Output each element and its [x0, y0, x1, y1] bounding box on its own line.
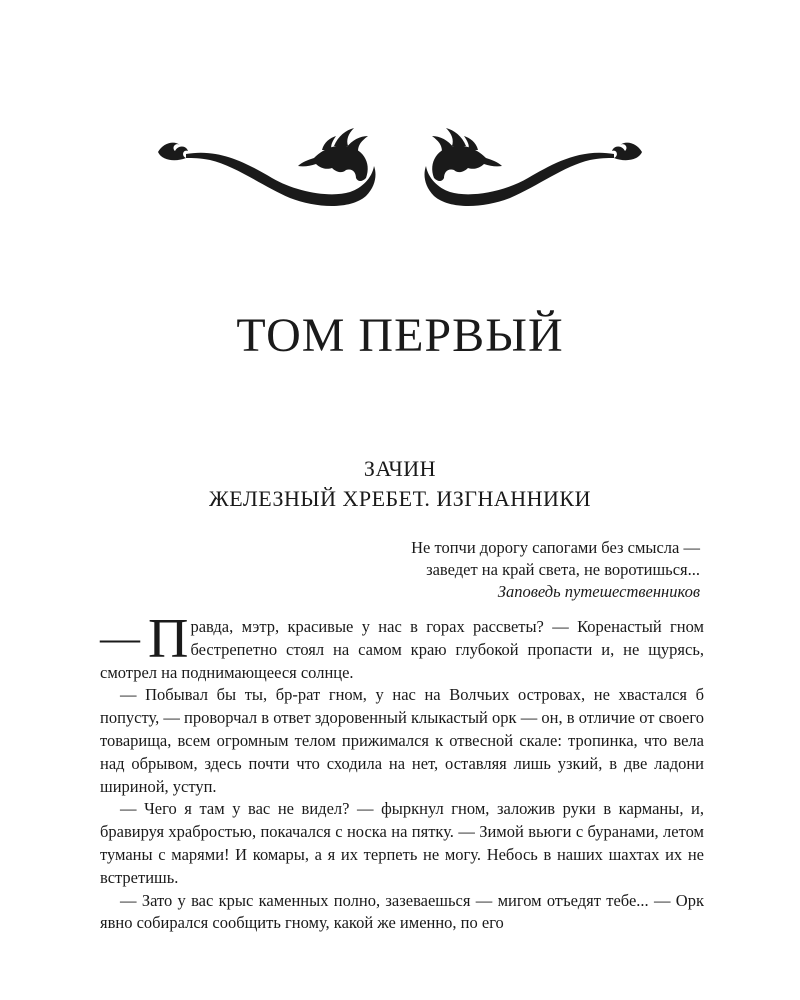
paragraph: — Чего я там у вас не видел? — фыркнул гном, заложив руки в карманы, и, бравируя храбростью, покачался с носка на пятку. — Зимой вьюги с буранами, летом туманы с марями! И комары, а я их терпеть не могу. Небось в наших шахтах их не встретишь. — [100, 799, 704, 887]
body-text — [100, 608, 704, 935]
epigraph — [411, 537, 700, 603]
dragon-right-icon — [425, 128, 642, 206]
chapter-subtitle: ЖЕЛЕЗНЫЙ ХРЕБЕТ. ИЗГНАННИКИ — [209, 486, 591, 511]
epigraph-line: Не топчи дорогу сапогами без смысла — — [411, 538, 700, 557]
dragon-ornament — [0, 118, 800, 218]
epigraph-source: Заповедь путешественников — [497, 582, 700, 601]
paragraph — [100, 608, 704, 684]
volume-title: ТОМ ПЕРВЫЙ — [236, 309, 564, 362]
chapter-title: ЗАЧИН — [363, 456, 437, 481]
paragraph-text: равда, мэтр, красивые у нас в горах рассветы? — Коренастый гном бестрепетно стоял на самом краю глубокой пропасти и, не щурясь, смотрел на поднимающееся солнце. — [100, 617, 704, 682]
paragraph: — Зато у вас крыс каменных полно, зазеваешься — мигом отъедят тебе... — Орк явно собирался сообщить гному, какой же именно, по его — [100, 890, 704, 933]
dragon-left-icon — [158, 128, 375, 206]
dropcap-letter: П — [148, 608, 189, 670]
epigraph-line: заведет на край света, не воротишься... — [426, 560, 700, 579]
dropcap-dash: — — [100, 615, 140, 660]
paragraph: — Побывал бы ты, бр-рат гном, у нас на Волчьих островах, не хвастался б попусту, — проворчал в ответ здоровенный клыкастый орк — он, в отличие от своего товарища, всем огромным телом прижимался к отвесной скале: тропинка, что вела над обрывом, здесь почти что сходила на нет, оставляя лишь узкий, в две ладони шириной, уступ. — [100, 685, 704, 796]
